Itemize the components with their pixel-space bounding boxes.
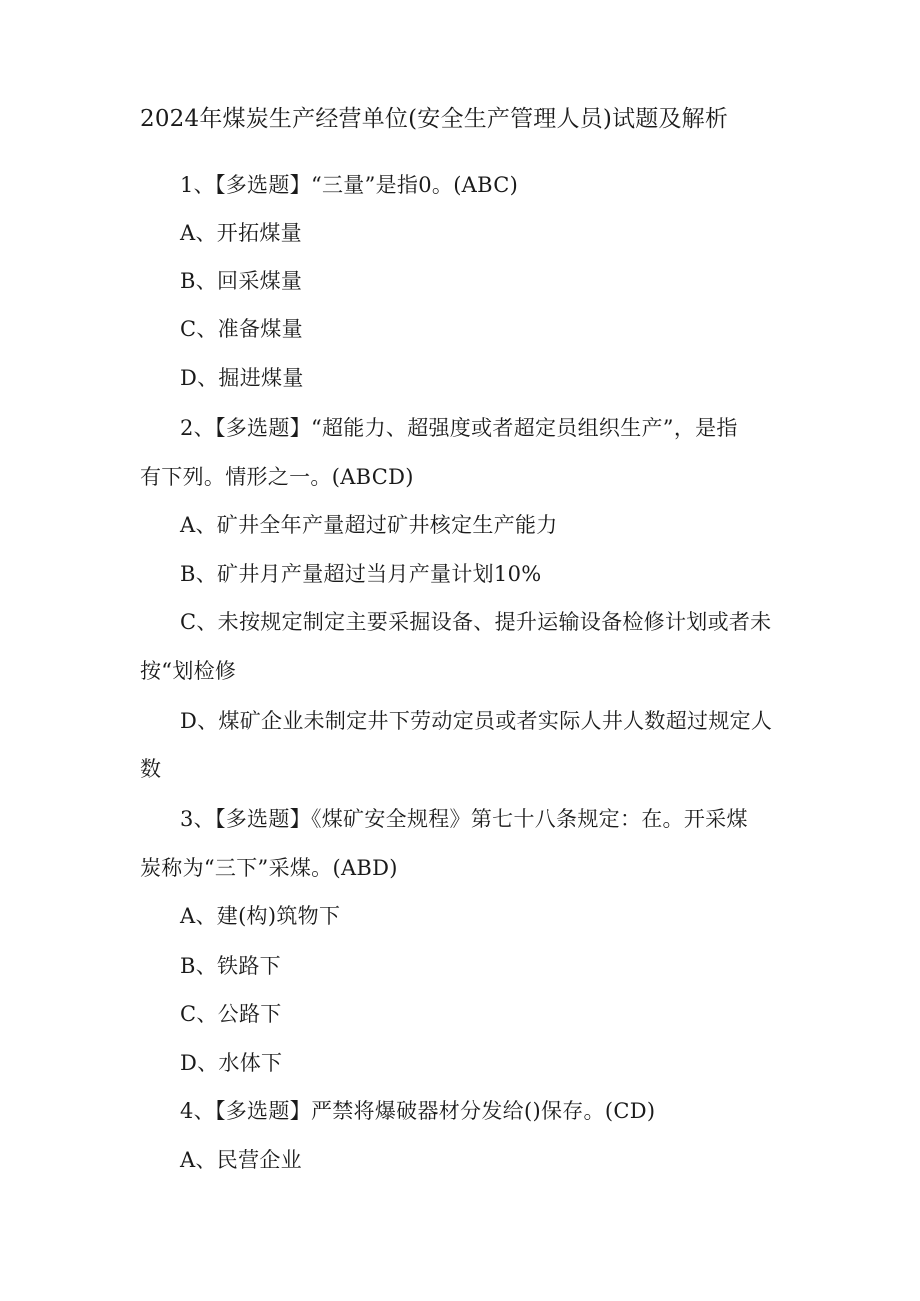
question-3-stem-continued: 炭称为“三下”采煤。(ABD): [140, 856, 398, 880]
question-3-stem: 3、【多选题】《煤矿安全规程》第七十八条规定：在。开采煤: [180, 807, 748, 831]
question-1-option-b: B、回采煤量: [180, 269, 303, 293]
question-2-option-c-continued: 按“划检修: [140, 659, 237, 683]
question-1-option-c: C、准备煤量: [180, 317, 303, 341]
question-3-option-b: B、铁路下: [180, 954, 281, 978]
question-4-option-a: A、民营企业: [180, 1148, 302, 1172]
question-4-stem: 4、【多选题】严禁将爆破器材分发给()保存。(CD): [180, 1099, 656, 1123]
question-1-stem: 1、【多选题】“三量”是指0。(ABC): [180, 173, 519, 197]
document-title: 2024年煤炭生产经营单位(安全生产管理人员)试题及解析: [140, 106, 729, 132]
question-2-option-d-continued: 数: [140, 757, 162, 781]
question-1-option-d: D、掘进煤量: [180, 366, 304, 390]
question-2-stem: 2、【多选题】“超能力、超强度或者超定员组织生产”，是指: [180, 416, 738, 440]
question-2-option-b: B、矿井月产量超过当月产量计划10%: [180, 562, 542, 586]
question-2-stem-continued: 有下列。情形之一。(ABCD): [140, 465, 414, 489]
question-2-option-a: A、矿井全年产量超过矿井核定生产能力: [180, 513, 558, 537]
question-3-option-d: D、水体下: [180, 1051, 283, 1075]
question-2-option-c: C、未按规定制定主要采掘设备、提升运输设备检修计划或者未: [180, 610, 772, 634]
question-3-option-a: A、建(构)筑物下: [180, 904, 341, 928]
question-2-option-d: D、煤矿企业未制定井下劳动定员或者实际人井人数超过规定人: [180, 709, 773, 733]
question-3-option-c: C、公路下: [180, 1002, 282, 1026]
question-1-option-a: A、开拓煤量: [180, 221, 302, 245]
